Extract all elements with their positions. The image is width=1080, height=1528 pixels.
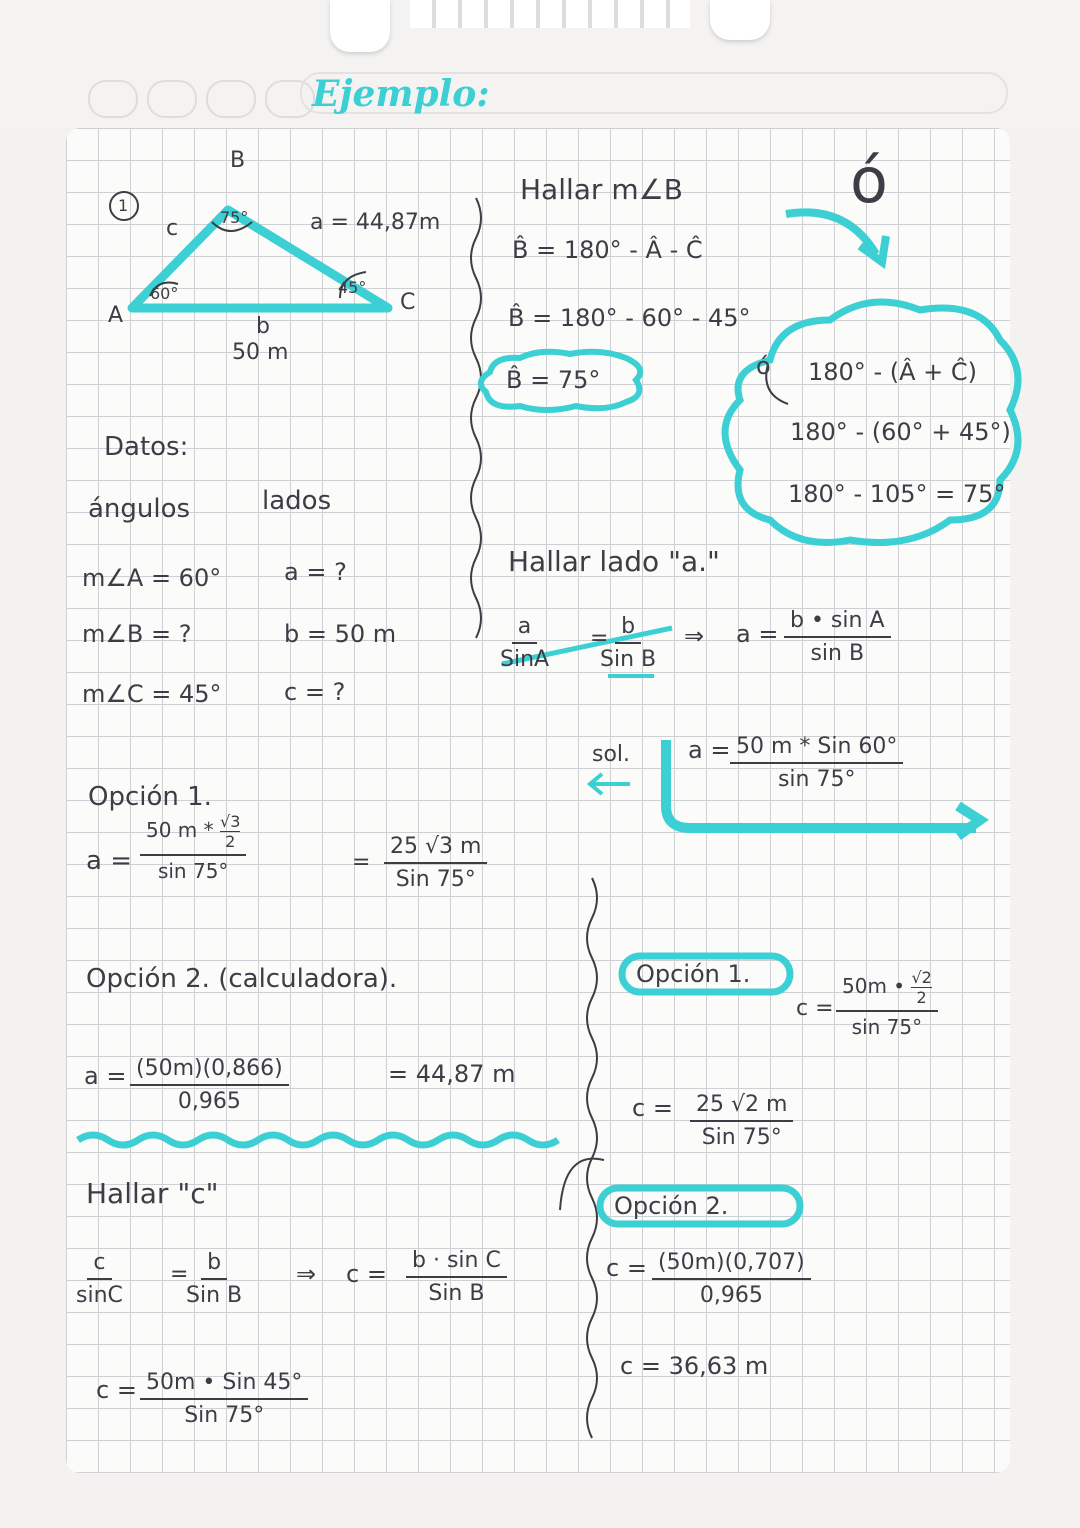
c-option2-lhs: c = <box>606 1254 647 1282</box>
side-b-length: 50 m <box>232 340 289 365</box>
law-sines-c-left <box>76 1250 123 1308</box>
c-option1a-lhs: c = <box>796 996 834 1021</box>
law-sines-c-right <box>186 1250 242 1308</box>
law-eq: = <box>590 626 609 651</box>
angle-b-label: 75° <box>220 208 249 227</box>
a-option2-label: Opción 2. (calculadora). <box>86 964 398 994</box>
arrow-sol <box>590 774 630 794</box>
iso-c-num: b · sin C <box>406 1248 507 1278</box>
a-option1-frac <box>140 812 246 883</box>
iso-a-den: sin B <box>810 641 865 666</box>
angle-a-value: m∠A = 60° <box>82 564 222 592</box>
alt-step2: 180° - (60° + 45°) <box>790 418 1011 446</box>
vertex-b-label: B <box>230 148 246 173</box>
sol-num: 50 m * Sin 60° <box>730 734 903 764</box>
vertex-c-label: C <box>400 290 416 315</box>
c-option2-den: 0,965 <box>699 1283 763 1308</box>
law-right-num: b <box>615 614 641 644</box>
sub-c-lhs: c = <box>96 1376 137 1404</box>
law-arrow: ⇒ <box>684 622 705 650</box>
c-option2-frac <box>652 1250 811 1308</box>
datos-title: Datos: <box>104 432 189 462</box>
alt-symbol-large: ó <box>850 144 888 217</box>
iso-c-lhs: c = <box>346 1260 387 1288</box>
vertex-a-label: A <box>108 303 124 328</box>
sol-lhs: a = <box>688 736 731 764</box>
side-c-label: c <box>166 216 179 241</box>
law-left-num: a <box>512 614 537 644</box>
a-option2-den: 0,965 <box>177 1089 241 1114</box>
sol-label: sol. <box>592 742 631 767</box>
c-option1b-num: 25 √2 m <box>690 1092 793 1122</box>
a-option1-label: Opción 1. <box>88 782 212 812</box>
a-option1-den: sin 75° <box>157 859 229 883</box>
sol-den: sin 75° <box>777 767 856 792</box>
a-option1-lhs: a = <box>86 846 132 876</box>
a-option2-result: = 44,87 m <box>388 1060 516 1088</box>
side-c-value: c = ? <box>284 678 346 706</box>
c-option1b-den: Sin 75° <box>701 1125 782 1150</box>
side-b-value: b = 50 m <box>284 620 397 648</box>
iso-a-lhs: a = <box>736 620 779 648</box>
find-b-step2: B̂ = 180° - 60° - 45° <box>508 304 751 332</box>
a-option2-lhs: a = <box>84 1062 127 1090</box>
angles-header: ángulos <box>88 494 191 524</box>
sub-c-den: Sin 75° <box>184 1403 265 1428</box>
alt-step1: 180° - (Â + Ĉ) <box>808 358 977 386</box>
law-right-den: Sin B <box>600 647 657 672</box>
law-c-left-num: c <box>87 1250 111 1280</box>
find-c-title: Hallar "c" <box>86 1177 219 1210</box>
a-option1-result <box>384 834 487 892</box>
c-option2-num: (50m)(0,707) <box>652 1250 811 1280</box>
law-sines-a-left <box>500 614 549 672</box>
law-c-left-den: sinC <box>76 1283 123 1308</box>
c-result: c = 36,63 m <box>620 1352 769 1380</box>
c-option1-label: Opción 1. <box>636 960 751 988</box>
find-b-result: B̂ = 75° <box>506 366 601 394</box>
problem-number: 1 <box>118 196 129 215</box>
side-a-value: a = ? <box>284 558 347 586</box>
a-option1-res-num: 25 √3 m <box>384 834 487 864</box>
cyan-bracket-head <box>958 806 980 836</box>
angle-b-value: m∠B = ? <box>82 620 192 648</box>
angle-a-label: 60° <box>150 284 179 303</box>
law-left-den: SinA <box>500 647 550 672</box>
c-option1b-frac <box>690 1092 793 1150</box>
wavy-separator <box>78 1135 558 1145</box>
a-option1-eq: = <box>352 850 371 875</box>
a-option2-num: (50m)(0,866) <box>130 1056 289 1086</box>
page-title: Ejemplo: <box>312 73 490 115</box>
c-option1a-num: 50m • $\frac{√2}{2}$ <box>836 968 938 1012</box>
alt-label: ó <box>756 352 771 380</box>
iso-c-den: Sin B <box>428 1281 485 1306</box>
side-a-label: a = 44,87m <box>310 210 441 235</box>
a-option1-res-den: Sin 75° <box>395 867 476 892</box>
law-sines-a-right <box>600 614 656 672</box>
a-option1-num: 50 m * $\frac{√3}{2}$ <box>140 812 246 856</box>
angle-c-label: 45° <box>338 278 367 297</box>
alt-step3: 180° - 105° = 75° <box>788 480 1006 508</box>
divider-top <box>471 198 481 638</box>
iso-a-num: b • sin A <box>784 608 891 638</box>
find-a-title: Hallar lado "a." <box>508 545 720 578</box>
angle-c-value: m∠C = 45° <box>82 680 222 708</box>
law-c-right-num: b <box>201 1250 227 1280</box>
c-option1a-den: sin 75° <box>851 1015 923 1039</box>
iso-c-frac <box>406 1248 507 1306</box>
sides-header: lados <box>262 486 332 516</box>
side-b-label: b <box>256 314 270 339</box>
find-b-step1: B̂ = 180° - Â - Ĉ <box>512 236 703 264</box>
sub-c-frac <box>140 1370 308 1428</box>
law-c-right-den: Sin B <box>186 1283 243 1308</box>
c-option1b-lhs: c = <box>632 1094 673 1122</box>
c-option2-label: Opción 2. <box>614 1192 729 1220</box>
find-b-title: Hallar m∠B <box>520 173 683 206</box>
law-c-eq: = <box>170 1262 189 1287</box>
iso-a-frac <box>784 608 891 666</box>
law-c-arrow: ⇒ <box>296 1260 317 1288</box>
c-option1a-frac <box>836 968 938 1039</box>
a-option2-frac <box>130 1056 289 1114</box>
sub-c-num: 50m • Sin 45° <box>140 1370 308 1400</box>
sol-frac <box>730 734 903 792</box>
